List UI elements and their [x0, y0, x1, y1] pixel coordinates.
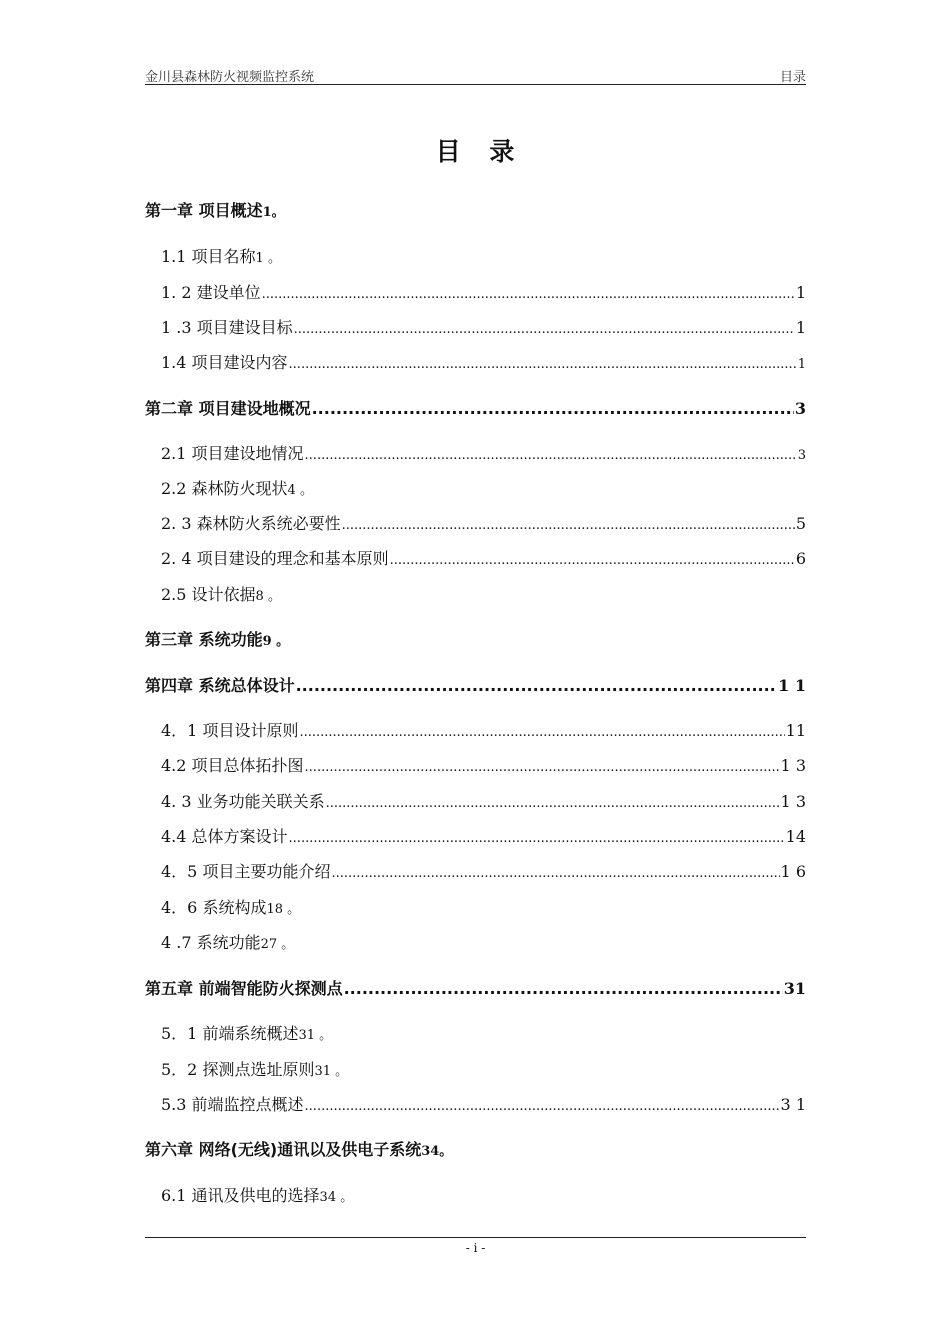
toc-leader-dots [326, 796, 780, 811]
toc-entry-label: 第二章 项目建设地概况 [145, 399, 311, 418]
toc-entry-label: 4 .7 系统功能 [161, 933, 261, 952]
toc-entry-label: 4．5 项目主要功能介绍 [161, 862, 331, 881]
toc-entry-page: 1 1 [778, 676, 806, 695]
toc-leader-dots [331, 866, 779, 881]
toc-entry-label: 4.4 总体方案设计 [161, 827, 288, 846]
toc-section-4-2[interactable] [161, 753, 806, 776]
toc-entry-page: 3 [797, 448, 806, 463]
toc-section-4-3[interactable] [161, 789, 806, 812]
toc-entry-label: 4.2 项目总体拓扑图 [161, 756, 304, 775]
toc-entry-label: 6.1 通讯及供电的选择 [161, 1186, 320, 1205]
toc-entry-page: 31 。 [298, 1028, 333, 1043]
toc-leader-dots [299, 725, 784, 740]
toc-chapter-6[interactable] [145, 1137, 806, 1160]
toc-leader-dots [305, 1099, 780, 1114]
toc-entry-page: 1 3 [780, 792, 806, 811]
toc-entry-label: 5．2 探测点选址原则 [161, 1060, 315, 1079]
toc-leader-dots [305, 760, 780, 775]
toc-entry-page: 18 。 [266, 902, 301, 917]
toc-section-2-5[interactable] [161, 582, 806, 605]
toc-chapter-3[interactable] [145, 627, 806, 650]
toc-section-4-7[interactable] [161, 930, 806, 953]
toc-section-5-3[interactable] [161, 1092, 806, 1115]
toc-section-1-4[interactable] [161, 350, 806, 373]
page-title [0, 132, 950, 168]
title-char-2: 录 [489, 137, 515, 166]
toc-section-4-5[interactable] [161, 859, 806, 882]
toc-entry-page: 6 [795, 549, 806, 568]
toc-entry-page: 31 。 [314, 1064, 349, 1079]
toc-entry-label: 4．1 项目设计原则 [161, 721, 299, 740]
toc-leader-dots [344, 979, 783, 998]
toc-leader-dots [289, 357, 797, 372]
toc-entry-label: 第三章 系统功能 [145, 630, 263, 649]
toc-entry-label: 5．1 前端系统概述 [161, 1024, 299, 1043]
toc-entry-label: 4. 3 业务功能关联关系 [161, 792, 325, 811]
toc-chapter-5[interactable] [145, 976, 806, 999]
toc-entry-label: 第五章 前端智能防火探测点 [145, 979, 343, 998]
toc-section-5-1[interactable] [161, 1021, 806, 1044]
toc-section-6-1[interactable] [161, 1183, 806, 1206]
toc-entry-page: 31 [783, 979, 806, 998]
toc-leader-dots [390, 553, 795, 568]
toc-entry-label: 5.3 前端监控点概述 [161, 1095, 304, 1114]
toc-entry-page: 1 3 [780, 756, 806, 775]
toc-section-1-3[interactable] [161, 315, 806, 338]
toc-section-1-1[interactable] [161, 244, 806, 267]
toc-chapter-4[interactable] [145, 673, 806, 696]
toc-entry-label: 1.4 项目建设内容 [161, 353, 288, 372]
toc-entry-label: 2. 4 项目建设的理念和基本原则 [161, 549, 389, 568]
toc-entry-page: 9 。 [262, 634, 290, 649]
toc-entry-page: 34 。 [319, 1190, 354, 1205]
header-document-title: 金川县森林防火视频监控系统 [145, 70, 315, 85]
toc-entry-label: 第六章 网络(无线)通讯以及供电子系统 [145, 1140, 422, 1159]
toc-section-4-1[interactable] [161, 718, 806, 741]
toc-entry-label: 第四章 系统总体设计 [145, 676, 295, 695]
toc-section-4-6[interactable] [161, 895, 806, 918]
toc-entry-page: 27 。 [260, 937, 295, 952]
toc-section-5-2[interactable] [161, 1057, 806, 1080]
toc-chapter-1[interactable] [145, 198, 806, 221]
toc-entry-label: 2.1 项目建设地情况 [161, 444, 304, 463]
toc-section-2-3[interactable] [161, 511, 806, 534]
toc-section-2-4[interactable] [161, 546, 806, 569]
toc-entry-page: 1 。 [255, 251, 281, 266]
toc-leader-dots [342, 518, 795, 533]
toc-entry-page: 8 。 [255, 589, 281, 604]
page-header [145, 66, 806, 85]
toc-leader-dots [262, 287, 795, 302]
toc-entry-page: 5 [795, 514, 806, 533]
toc-entry-page: 11 [785, 721, 806, 740]
toc-entry-label: 4．6 系统构成 [161, 898, 267, 917]
toc-entry-label: 1. 2 建设单位 [161, 283, 261, 302]
toc-entry-page: 34。 [421, 1144, 453, 1159]
toc-entry-page: 1 [795, 283, 806, 302]
title-char-1: 目 [435, 137, 461, 166]
header-section-name: 目录 [779, 70, 806, 85]
toc-entry-label: 2.5 设计依据 [161, 585, 256, 604]
toc-entry-label: 1.1 项目名称 [161, 247, 256, 266]
toc-entry-label: 第一章 项目概述 [145, 201, 263, 220]
toc-entry-page: 3 1 [780, 1095, 806, 1114]
toc-section-2-1[interactable] [161, 441, 806, 464]
toc-entry-page: 1。 [262, 205, 285, 220]
footer-page-number: - i - [465, 1241, 486, 1255]
toc-entry-label: 1 .3 项目建设目标 [161, 318, 293, 337]
toc-leader-dots [294, 322, 795, 337]
toc-section-2-2[interactable] [161, 476, 806, 499]
page-footer [145, 1237, 806, 1255]
toc-chapter-2[interactable] [145, 396, 806, 419]
toc-entry-page: 14 [785, 827, 806, 846]
toc-entry-label: 2.2 森林防火现状 [161, 479, 288, 498]
toc-entry-page: 1 [797, 357, 806, 372]
toc-leader-dots [289, 831, 785, 846]
toc-section-1-2[interactable] [161, 280, 806, 303]
toc-entry-page: 1 6 [780, 862, 806, 881]
toc-entry-label: 2. 3 森林防火系统必要性 [161, 514, 341, 533]
toc-entry-page: 1 [795, 318, 806, 337]
toc-leader-dots [312, 399, 794, 418]
toc-leader-dots [296, 676, 778, 695]
toc-leader-dots [305, 448, 797, 463]
toc-entry-page: 4 。 [287, 483, 313, 498]
toc-section-4-4[interactable] [161, 824, 806, 847]
toc-entry-page: 3 [794, 399, 806, 418]
